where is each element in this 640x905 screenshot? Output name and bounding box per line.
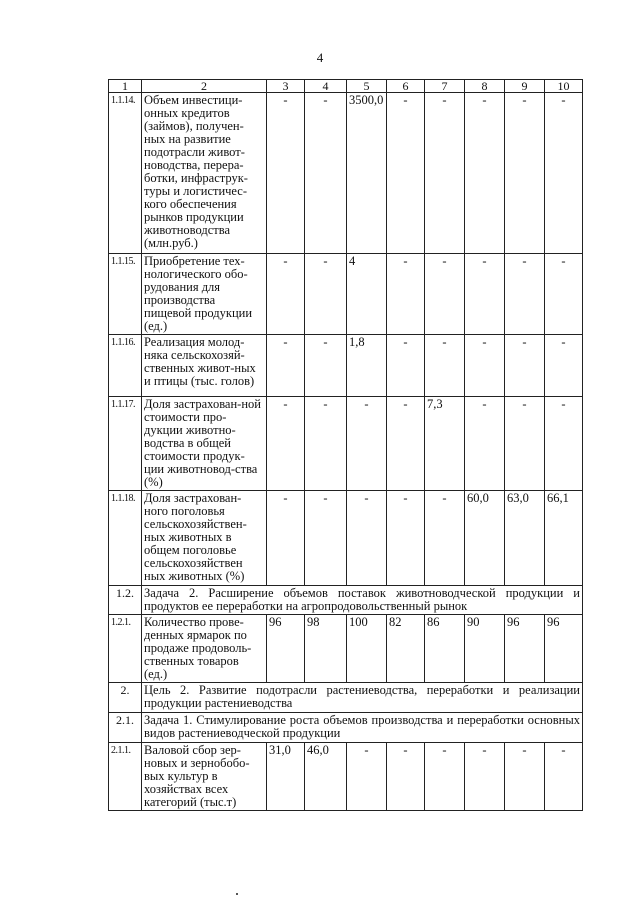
- value-cell: -: [425, 743, 465, 811]
- value-cell: 63,0: [505, 491, 545, 586]
- value-cell: -: [425, 254, 465, 335]
- value-cell: 3500,0: [347, 93, 387, 254]
- value-cell: -: [465, 743, 505, 811]
- value-cell: 90: [465, 615, 505, 683]
- row-number: 2.1.1.: [109, 743, 142, 811]
- section-title: Задача 2. Расширение объемов поставок животноводческой продукции и продуктов ее переработки на агропродовольственный рынок: [142, 586, 583, 615]
- value-cell: -: [505, 254, 545, 335]
- value-cell: -: [305, 491, 347, 586]
- indicator-name: Объем инвестици-онных кредитов (займов), получен-ных на развитие подотрасли живот-новодства, перера-ботки, инфраструк-туры и логистичес-кого обеспечения рынков продукции животноводства (млн.руб.): [142, 93, 267, 254]
- value-cell: -: [305, 93, 347, 254]
- value-cell: -: [267, 397, 305, 491]
- value-cell: -: [267, 491, 305, 586]
- value-cell: -: [425, 93, 465, 254]
- value-cell: -: [545, 397, 583, 491]
- header-cell: 7: [425, 80, 465, 93]
- indicator-name: Валовой сбор зер-новых и зернобобо-вых культур в хозяйствах всех категорий (тыс.т): [142, 743, 267, 811]
- value-cell: -: [347, 397, 387, 491]
- value-cell: -: [305, 335, 347, 397]
- header-cell: 9: [505, 80, 545, 93]
- value-cell: -: [387, 491, 425, 586]
- value-cell: -: [545, 743, 583, 811]
- value-cell: 86: [425, 615, 465, 683]
- table-row: [109, 335, 583, 397]
- value-cell: 1,8: [347, 335, 387, 397]
- header-cell: 8: [465, 80, 505, 93]
- table-body: [109, 80, 583, 811]
- value-cell: -: [387, 93, 425, 254]
- value-cell: -: [347, 743, 387, 811]
- header-cell: 10: [545, 80, 583, 93]
- table-row: [109, 615, 583, 683]
- indicator-name: Реализация молод-няка сельскохозяй-ственных живот-ных и птицы (тыс. голов): [142, 335, 267, 397]
- section-row: [109, 683, 583, 713]
- row-number: 1.1.18.: [109, 491, 142, 586]
- value-cell: 96: [505, 615, 545, 683]
- value-cell: 31,0: [267, 743, 305, 811]
- value-cell: -: [267, 93, 305, 254]
- header-cell: 4: [305, 80, 347, 93]
- value-cell: 60,0: [465, 491, 505, 586]
- value-cell: -: [267, 254, 305, 335]
- indicator-name: Доля застрахован-ной стоимости про-дукции животно-водства в общей стоимости продук-ции животновод-ства (%): [142, 397, 267, 491]
- section-row: [109, 713, 583, 743]
- header-cell: 3: [267, 80, 305, 93]
- value-cell: 82: [387, 615, 425, 683]
- header-cell: 1: [109, 80, 142, 93]
- scan-speck: [236, 893, 238, 895]
- indicator-name: Доля застрахован-ного поголовья сельскохозяйствен-ных животных в общем поголовье сельскохозяйствен ных животных (%): [142, 491, 267, 586]
- indicators-table: [108, 79, 583, 811]
- value-cell: -: [505, 93, 545, 254]
- section-number: 2.1.: [109, 713, 142, 743]
- value-cell: -: [387, 743, 425, 811]
- value-cell: -: [545, 254, 583, 335]
- row-number: 1.1.14.: [109, 93, 142, 254]
- row-number: 1.1.15.: [109, 254, 142, 335]
- value-cell: 96: [545, 615, 583, 683]
- table-row: [109, 254, 583, 335]
- value-cell: -: [425, 491, 465, 586]
- section-title: Цель 2. Развитие подотрасли растениеводства, переработки и реализации продукции растениеводства: [142, 683, 583, 713]
- header-cell: 5: [347, 80, 387, 93]
- value-cell: -: [545, 335, 583, 397]
- section-number: 1.2.: [109, 586, 142, 615]
- table-row: [109, 491, 583, 586]
- header-row: [109, 80, 583, 93]
- value-cell: -: [305, 254, 347, 335]
- value-cell: 4: [347, 254, 387, 335]
- value-cell: -: [545, 93, 583, 254]
- section-row: [109, 586, 583, 615]
- value-cell: -: [387, 254, 425, 335]
- value-cell: -: [505, 397, 545, 491]
- value-cell: 96: [267, 615, 305, 683]
- value-cell: -: [387, 335, 425, 397]
- value-cell: -: [305, 397, 347, 491]
- value-cell: -: [465, 93, 505, 254]
- indicator-name: Приобретение тех-нологического обо-рудования для производства пищевой продукции (ед.): [142, 254, 267, 335]
- value-cell: -: [505, 743, 545, 811]
- value-cell: 100: [347, 615, 387, 683]
- value-cell: -: [347, 491, 387, 586]
- page-number: 4: [316, 50, 324, 65]
- value-cell: -: [465, 397, 505, 491]
- value-cell: 66,1: [545, 491, 583, 586]
- value-cell: -: [465, 254, 505, 335]
- header-cell: 6: [387, 80, 425, 93]
- value-cell: -: [387, 397, 425, 491]
- value-cell: 98: [305, 615, 347, 683]
- table-row: [109, 93, 583, 254]
- value-cell: -: [425, 335, 465, 397]
- row-number: 1.1.16.: [109, 335, 142, 397]
- value-cell: 7,3: [425, 397, 465, 491]
- table-row: [109, 397, 583, 491]
- table-row: [109, 743, 583, 811]
- row-number: 1.1.17.: [109, 397, 142, 491]
- indicator-name: Количество прове-денных ярмарок по продаже продоволь-ственных товаров (ед.): [142, 615, 267, 683]
- value-cell: -: [267, 335, 305, 397]
- section-title: Задача 1. Стимулирование роста объемов производства и переработки основных видов растениеводческой продукции: [142, 713, 583, 743]
- value-cell: -: [465, 335, 505, 397]
- header-cell: 2: [142, 80, 267, 93]
- row-number: 1.2.1.: [109, 615, 142, 683]
- value-cell: -: [505, 335, 545, 397]
- value-cell: 46,0: [305, 743, 347, 811]
- section-number: 2.: [109, 683, 142, 713]
